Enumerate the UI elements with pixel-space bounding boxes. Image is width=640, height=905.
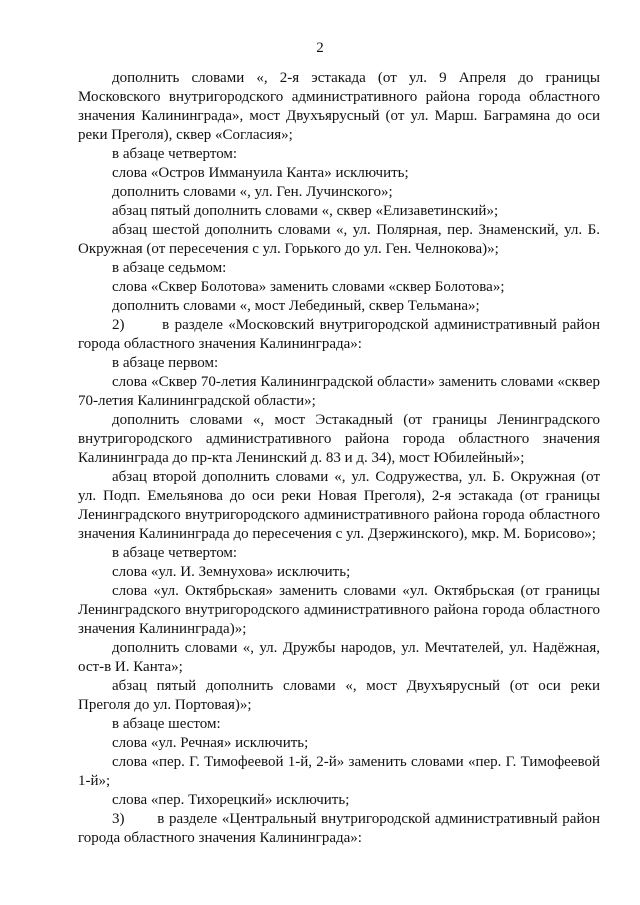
paragraph: дополнить словами «, ул. Ген. Лучинского»; [112, 184, 393, 200]
paragraph: дополнить словами «, 2-я эстакада (от ул. 9 Апреля до границы Московского внутригородского административного района города областного значения Калининграда», мост Двухъярусный (от ул. Марш. Баграмяна до оси реки Преголя), сквер «Согласия»; [78, 70, 600, 143]
paragraph: дополнить словами «, мост Эстакадный (от границы Ленинградского внутригородского административного района города областного значения Калининграда до пр-кта Ленинский д. 83 и д. 34), мост Юбилейный»; [78, 412, 600, 466]
paragraph: дополнить словами «, мост Лебединый, сквер Тельмана»; [112, 298, 480, 314]
paragraph: абзац шестой дополнить словами «, ул. Полярная, пер. Знаменский, ул. Б. Окружная (от пересечения с ул. Горького до ул. Ген. Челнокова)»; [78, 222, 600, 257]
paragraph: слова «Сквер Болотова» заменить словами «сквер Болотова»; [112, 279, 505, 295]
paragraph: абзац второй дополнить словами «, ул. Содружества, ул. Б. Окружная (от ул. Подп. Емельянова до оси реки Новая Преголя), 2-я эстакада (от границы Ленинградского внутригородского административного района города областного значения Калининграда до пересечения с ул. Дзержинского), мкр. М. Борисово»; [78, 469, 600, 542]
paragraph: слова «ул. Речная» исключить; [112, 735, 309, 751]
paragraph: дополнить словами «, ул. Дружбы народов, ул. Мечтателей, ул. Надёжная, ост-в И. Канта»; [78, 640, 600, 675]
paragraph: в абзаце первом: [112, 355, 219, 371]
paragraph: слова «Остров Иммануила Канта» исключить; [112, 165, 409, 181]
list-item-3: 3) в разделе «Центральный внутригородской административный район города областного значения Калининграда»: [78, 811, 600, 846]
paragraph: слова «пер. Г. Тимофеевой 1-й, 2-й» заменить словами «пер. Г. Тимофеевой 1-й»; [78, 754, 600, 789]
paragraph: абзац пятый дополнить словами «, мост Двухъярусный (от оси реки Преголя до ул. Портовая)»; [78, 678, 600, 713]
paragraph: слова «Сквер 70-летия Калининградской области» заменить словами «сквер 70-летия Калининградской области»; [78, 374, 600, 409]
list-item-2: 2) в разделе «Московский внутригородской административный район города областного значения Калининграда»: [78, 317, 600, 352]
paragraph: в абзаце седьмом: [112, 260, 227, 276]
paragraph: абзац пятый дополнить словами «, сквер «Елизаветинский»; [112, 203, 499, 219]
document-body [78, 69, 600, 848]
paragraph: слова «ул. Октябрьская» заменить словами «ул. Октябрьская (от границы Ленинградского внутригородского административного района города областного значения Калининграда)»; [78, 583, 600, 637]
page-number: 2 [316, 40, 324, 56]
paragraph: в абзаце четвертом: [112, 545, 238, 561]
paragraph: в абзаце четвертом: [112, 146, 238, 162]
paragraph: в абзаце шестом: [112, 716, 221, 732]
paragraph: слова «ул. И. Земнухова» исключить; [112, 564, 351, 580]
paragraph: слова «пер. Тихорецкий» исключить; [112, 792, 350, 808]
